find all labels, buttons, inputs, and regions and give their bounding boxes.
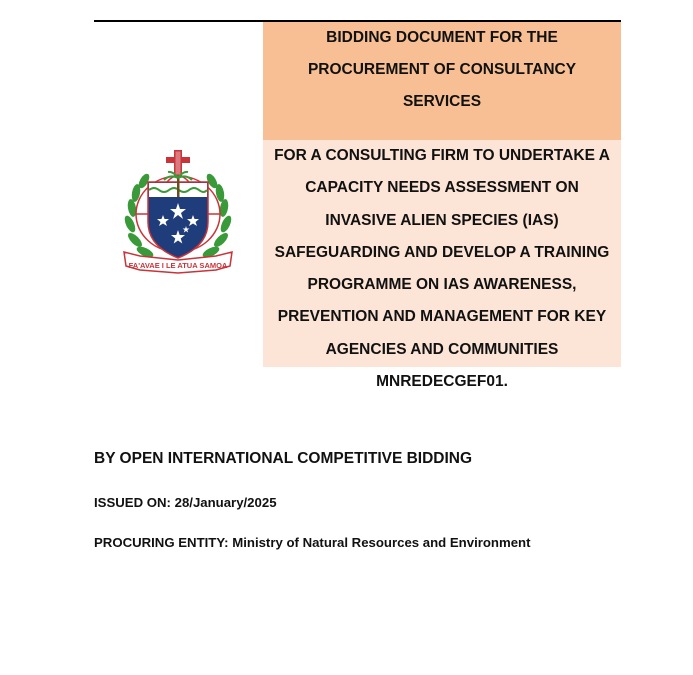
title-line-2: PROCUREMENT OF CONSULTANCY — [307, 61, 577, 78]
procuring-entity-line — [94, 535, 530, 550]
subtitle-line-3: INVASIVE ALIEN SPECIES (IAS) — [325, 211, 559, 229]
bidding-method: BY OPEN INTERNATIONAL COMPETITIVE BIDDING — [94, 450, 473, 467]
document-subtitle-block — [263, 140, 621, 367]
subtitle-line-7: AGENCIES AND COMMUNITIES — [325, 340, 559, 358]
samoa-coat-of-arms-seal — [118, 148, 238, 274]
issued-on-label: ISSUED ON: — [94, 495, 171, 510]
subtitle-line-6: PREVENTION AND MANAGEMENT FOR KEY — [277, 308, 607, 326]
subtitle-line-2: CAPACITY NEEDS ASSESSMENT ON — [305, 179, 579, 197]
title-line-1: BIDDING DOCUMENT FOR THE — [326, 29, 558, 46]
subtitle-line-5: PROGRAMME ON IAS AWARENESS, — [307, 276, 577, 294]
procuring-entity-label: PROCURING ENTITY: — [94, 535, 229, 550]
issued-on-date: 28/January/2025 — [174, 495, 277, 510]
procuring-entity-name: Ministry of Natural Resources and Environment — [232, 535, 531, 550]
issued-on-line — [94, 495, 277, 510]
subtitle-line-4: SAFEGUARDING AND DEVELOP A TRAINING — [274, 243, 610, 261]
document-title-block — [263, 22, 621, 140]
title-line-3: SERVICES — [402, 93, 482, 110]
reference-code: MNREDECGEF01. — [376, 373, 508, 390]
motto-text: FA'AVAE I LE ATUA SAMOA — [128, 261, 228, 270]
subtitle-line-1: FOR A CONSULTING FIRM TO UNDERTAKE A — [274, 147, 610, 164]
